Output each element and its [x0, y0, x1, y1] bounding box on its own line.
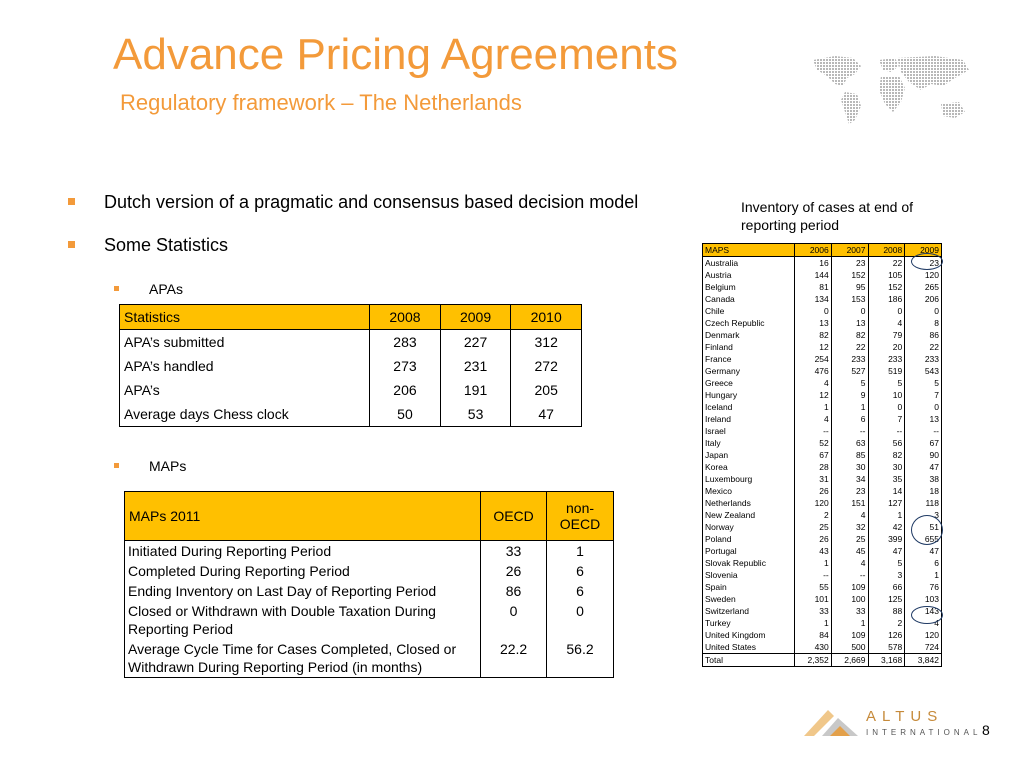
table-row: [125, 601, 614, 639]
table-cell: 28: [795, 461, 832, 473]
table-cell: 578: [868, 641, 905, 654]
table-cell: 5: [831, 377, 868, 389]
table-row: [703, 473, 942, 485]
table-cell: 23: [831, 257, 868, 270]
table-cell: 85: [831, 449, 868, 461]
table-cell: 26: [795, 533, 832, 545]
table-row: [703, 365, 942, 377]
table-cell: 109: [831, 581, 868, 593]
table-cell: Portugal: [703, 545, 795, 557]
column-header: 2009: [440, 305, 511, 330]
table-cell: Czech Republic: [703, 317, 795, 329]
table-cell: 0: [868, 305, 905, 317]
table-cell: Chile: [703, 305, 795, 317]
table-cell: 3: [905, 509, 942, 521]
table-cell: 227: [440, 330, 511, 355]
table-cell: 52: [795, 437, 832, 449]
highlight-circle-spain: [911, 606, 943, 624]
column-header: MAPs 2011: [125, 492, 481, 541]
table-cell: Canada: [703, 293, 795, 305]
table-row: [703, 545, 942, 557]
highlight-circle-australia: [911, 253, 943, 270]
table-row: [703, 317, 942, 329]
column-header: 2009: [905, 244, 942, 257]
table-cell: APA’s handled: [120, 354, 370, 378]
table-row: [703, 497, 942, 509]
table-cell: --: [868, 425, 905, 437]
inventory-caption: Inventory of cases at end of reporting period: [741, 199, 913, 233]
table-cell: 82: [868, 449, 905, 461]
table-cell: --: [795, 569, 832, 581]
table-row: [703, 557, 942, 569]
table-row: [120, 354, 582, 378]
table-cell: United Kingdom: [703, 629, 795, 641]
table-row: [703, 341, 942, 353]
table-cell: 4: [795, 413, 832, 425]
table-cell: 47: [905, 545, 942, 557]
table-cell: 33: [481, 541, 547, 562]
table-cell: 5: [868, 377, 905, 389]
table-cell: 31: [795, 473, 832, 485]
table-cell: France: [703, 353, 795, 365]
table-cell: 2: [868, 617, 905, 629]
table-cell: 10: [868, 389, 905, 401]
table-cell: 2,352: [795, 654, 832, 667]
bullet-text: Dutch version of a pragmatic and consensus based decision model: [104, 192, 639, 212]
table-cell: 67: [795, 449, 832, 461]
table-cell: Slovenia: [703, 569, 795, 581]
table-cell: 105: [868, 269, 905, 281]
logo-subtitle: INTERNATIONAL: [866, 728, 982, 737]
table-row: [125, 541, 614, 562]
table-cell: 2: [795, 509, 832, 521]
table-cell: APA’s: [120, 378, 370, 402]
table-cell: 273: [370, 354, 441, 378]
table-cell: Completed During Reporting Period: [125, 561, 481, 581]
table-cell: 22.2: [481, 639, 547, 678]
table-cell: 26: [795, 485, 832, 497]
table-cell: 6: [547, 581, 614, 601]
table-cell: 47: [905, 461, 942, 473]
table-cell: 152: [831, 269, 868, 281]
table-row: [703, 449, 942, 461]
table-cell: 82: [795, 329, 832, 341]
table-cell: 100: [831, 593, 868, 605]
table-cell: Netherlands: [703, 497, 795, 509]
table-cell: 6: [905, 557, 942, 569]
table-cell: 120: [905, 269, 942, 281]
table-cell: 0: [868, 401, 905, 413]
table-cell: 86: [481, 581, 547, 601]
table-row: [120, 330, 582, 355]
table-cell: 4: [795, 377, 832, 389]
table-cell: 22: [905, 341, 942, 353]
table-row: [703, 257, 942, 270]
table-cell: 399: [868, 533, 905, 545]
table-cell: Slovak Republic: [703, 557, 795, 569]
table-cell: 206: [905, 293, 942, 305]
table-cell: 0: [905, 305, 942, 317]
table-cell: Spain: [703, 581, 795, 593]
table-row: [125, 581, 614, 601]
table-cell: 4: [831, 509, 868, 521]
table-cell: 8: [905, 317, 942, 329]
table-cell: 7: [868, 413, 905, 425]
table-cell: Korea: [703, 461, 795, 473]
sub-bullet-maps: [149, 458, 186, 474]
table-cell: 125: [868, 593, 905, 605]
table-cell: Australia: [703, 257, 795, 270]
table-cell: Poland: [703, 533, 795, 545]
table-row: [703, 485, 942, 497]
table-cell: Turkey: [703, 617, 795, 629]
table-cell: 500: [831, 641, 868, 654]
table-cell: 30: [831, 461, 868, 473]
column-header: 2006: [795, 244, 832, 257]
bullet-square-icon: [68, 241, 75, 248]
table-cell: 79: [868, 329, 905, 341]
table-cell: 3: [868, 569, 905, 581]
table-cell: 43: [795, 545, 832, 557]
table-row: [703, 533, 942, 545]
table-row: [125, 639, 614, 678]
table-header-row: [120, 305, 582, 330]
table-cell: Norway: [703, 521, 795, 533]
slide-title: Advance Pricing Agreements: [113, 30, 678, 79]
table-cell: 109: [831, 629, 868, 641]
table-cell: 152: [868, 281, 905, 293]
table-cell: Germany: [703, 365, 795, 377]
table-cell: Switzerland: [703, 605, 795, 617]
table-row: [703, 461, 942, 473]
table-cell: --: [905, 425, 942, 437]
slide-subtitle: Regulatory framework – The Netherlands: [120, 90, 522, 115]
table-cell: 50: [370, 402, 441, 427]
table-row: [703, 593, 942, 605]
table-row: [703, 569, 942, 581]
altus-logo-mark-icon: [800, 706, 862, 740]
table-cell: 25: [795, 521, 832, 533]
table-cell: 53: [440, 402, 511, 427]
table-row: [703, 377, 942, 389]
table-cell: 153: [831, 293, 868, 305]
table-cell: 4: [905, 617, 942, 629]
table-cell: 51: [905, 521, 942, 533]
apa-statistics-table: [119, 304, 582, 427]
column-header: MAPS: [703, 244, 795, 257]
table-cell: 724: [905, 641, 942, 654]
table-cell: Italy: [703, 437, 795, 449]
table-row: [120, 378, 582, 402]
table-cell: 4: [868, 317, 905, 329]
table-cell: 2,669: [831, 654, 868, 667]
table-cell: 13: [795, 317, 832, 329]
table-cell: 134: [795, 293, 832, 305]
table-cell: Average Cycle Time for Cases Completed, Closed or Withdrawn During Reporting Period (in months): [125, 639, 481, 678]
table-cell: 430: [795, 641, 832, 654]
table-row: [703, 617, 942, 629]
table-cell: 655: [905, 533, 942, 545]
column-header: 2007: [831, 244, 868, 257]
table-cell: 101: [795, 593, 832, 605]
bullet-text: APAs: [149, 281, 183, 297]
table-cell: 3,168: [868, 654, 905, 667]
table-row: [120, 402, 582, 427]
table-cell: 143: [905, 605, 942, 617]
table-cell: 76: [905, 581, 942, 593]
table-cell: Israel: [703, 425, 795, 437]
table-row: [703, 401, 942, 413]
table-cell: 0: [481, 601, 547, 639]
table-cell: 144: [795, 269, 832, 281]
altus-logo: [800, 706, 980, 742]
table-cell: Mexico: [703, 485, 795, 497]
table-row: [703, 629, 942, 641]
table-cell: 5: [868, 557, 905, 569]
table-cell: 126: [868, 629, 905, 641]
table-cell: --: [831, 569, 868, 581]
table-cell: 63: [831, 437, 868, 449]
table-cell: 12: [795, 389, 832, 401]
table-cell: Hungary: [703, 389, 795, 401]
table-cell: 18: [905, 485, 942, 497]
table-cell: 25: [831, 533, 868, 545]
table-cell: 1: [905, 569, 942, 581]
table-cell: Ireland: [703, 413, 795, 425]
total-row: [703, 654, 942, 667]
column-header: Statistics: [120, 305, 370, 330]
table-cell: 16: [795, 257, 832, 270]
table-cell: 22: [831, 341, 868, 353]
table-cell: 231: [440, 354, 511, 378]
table-cell: 527: [831, 365, 868, 377]
table-row: [703, 281, 942, 293]
logo-name: ALTUS: [866, 708, 944, 725]
table-cell: 20: [868, 341, 905, 353]
bullet-statistics: [104, 235, 228, 256]
table-cell: 6: [547, 561, 614, 581]
table-cell: 14: [868, 485, 905, 497]
table-cell: 56.2: [547, 639, 614, 678]
table-cell: 81: [795, 281, 832, 293]
table-header-row: [703, 244, 942, 257]
table-cell: 0: [795, 305, 832, 317]
table-cell: 45: [831, 545, 868, 557]
table-cell: 33: [795, 605, 832, 617]
inventory-table: [702, 243, 942, 667]
table-cell: 1: [547, 541, 614, 562]
table-cell: 543: [905, 365, 942, 377]
table-cell: 206: [370, 378, 441, 402]
table-cell: 67: [905, 437, 942, 449]
table-cell: Denmark: [703, 329, 795, 341]
table-row: [703, 509, 942, 521]
table-cell: 4: [831, 557, 868, 569]
table-cell: 34: [831, 473, 868, 485]
table-cell: 283: [370, 330, 441, 355]
table-header-row: [125, 492, 614, 541]
table-cell: 233: [868, 353, 905, 365]
table-cell: New Zealand: [703, 509, 795, 521]
table-cell: 32: [831, 521, 868, 533]
table-cell: 1: [868, 509, 905, 521]
column-header: 2010: [511, 305, 582, 330]
table-cell: 265: [905, 281, 942, 293]
table-cell: Austria: [703, 269, 795, 281]
table-cell: 13: [831, 317, 868, 329]
table-cell: 22: [868, 257, 905, 270]
table-cell: 254: [795, 353, 832, 365]
table-row: [125, 561, 614, 581]
table-cell: 476: [795, 365, 832, 377]
bullet-square-icon: [114, 463, 119, 468]
table-cell: 56: [868, 437, 905, 449]
table-cell: 12: [795, 341, 832, 353]
table-cell: Luxembourg: [703, 473, 795, 485]
table-cell: 233: [831, 353, 868, 365]
table-row: [703, 521, 942, 533]
table-cell: --: [795, 425, 832, 437]
table-cell: 66: [868, 581, 905, 593]
table-cell: 23: [905, 257, 942, 270]
table-cell: 127: [868, 497, 905, 509]
table-cell: 151: [831, 497, 868, 509]
table-cell: --: [831, 425, 868, 437]
table-cell: 312: [511, 330, 582, 355]
table-cell: 86: [905, 329, 942, 341]
table-cell: 7: [905, 389, 942, 401]
table-cell: 84: [795, 629, 832, 641]
page-number: 8: [982, 722, 990, 738]
table-cell: 35: [868, 473, 905, 485]
bullet-text: Some Statistics: [104, 235, 229, 255]
table-cell: Finland: [703, 341, 795, 353]
column-header: OECD: [481, 492, 547, 541]
table-cell: 26: [481, 561, 547, 581]
table-row: [703, 437, 942, 449]
table-row: [703, 389, 942, 401]
table-cell: 272: [511, 354, 582, 378]
bullet-square-icon: [68, 198, 75, 205]
table-cell: 1: [795, 617, 832, 629]
table-cell: 0: [831, 305, 868, 317]
table-cell: 47: [868, 545, 905, 557]
table-cell: APA’s submitted: [120, 330, 370, 355]
table-cell: 191: [440, 378, 511, 402]
bullet-text: MAPs: [149, 458, 187, 474]
table-cell: 233: [905, 353, 942, 365]
table-cell: 23: [831, 485, 868, 497]
table-cell: 186: [868, 293, 905, 305]
table-cell: Total: [703, 654, 795, 667]
table-cell: 103: [905, 593, 942, 605]
table-cell: 1: [795, 557, 832, 569]
table-cell: 5: [905, 377, 942, 389]
table-cell: Iceland: [703, 401, 795, 413]
table-cell: 42: [868, 521, 905, 533]
world-map-image: [805, 50, 977, 130]
table-cell: 0: [547, 601, 614, 639]
table-row: [703, 413, 942, 425]
column-header: non-OECD: [547, 492, 614, 541]
bullet-square-icon: [114, 286, 119, 291]
highlight-circle-netherlands: [911, 515, 943, 545]
table-cell: 120: [795, 497, 832, 509]
table-cell: 1: [795, 401, 832, 413]
table-cell: 30: [868, 461, 905, 473]
table-cell: Ending Inventory on Last Day of Reporting Period: [125, 581, 481, 601]
table-row: [703, 425, 942, 437]
table-cell: 0: [905, 401, 942, 413]
table-cell: United States: [703, 641, 795, 654]
table-row: [703, 305, 942, 317]
table-cell: Japan: [703, 449, 795, 461]
table-cell: 1: [831, 617, 868, 629]
table-row: [703, 293, 942, 305]
table-cell: 519: [868, 365, 905, 377]
table-cell: 13: [905, 413, 942, 425]
table-cell: 9: [831, 389, 868, 401]
maps-2011-table: [124, 491, 614, 678]
table-row: [703, 641, 942, 654]
table-cell: 82: [831, 329, 868, 341]
table-row: [703, 269, 942, 281]
table-cell: 120: [905, 629, 942, 641]
table-cell: 95: [831, 281, 868, 293]
bullet-decision-model: [104, 192, 638, 213]
table-cell: Greece: [703, 377, 795, 389]
table-cell: 88: [868, 605, 905, 617]
table-cell: 6: [831, 413, 868, 425]
table-row: [703, 605, 942, 617]
table-cell: 1: [831, 401, 868, 413]
table-cell: 55: [795, 581, 832, 593]
column-header: 2008: [868, 244, 905, 257]
table-row: [703, 329, 942, 341]
table-cell: Belgium: [703, 281, 795, 293]
table-row: [703, 353, 942, 365]
table-cell: Closed or Withdrawn with Double Taxation During Reporting Period: [125, 601, 481, 639]
table-cell: 33: [831, 605, 868, 617]
table-cell: 38: [905, 473, 942, 485]
column-header: 2008: [370, 305, 441, 330]
table-cell: 90: [905, 449, 942, 461]
table-cell: Average days Chess clock: [120, 402, 370, 427]
table-cell: Sweden: [703, 593, 795, 605]
table-row: [703, 581, 942, 593]
table-cell: 47: [511, 402, 582, 427]
table-cell: Initiated During Reporting Period: [125, 541, 481, 562]
sub-bullet-apas: [149, 281, 183, 297]
table-cell: 205: [511, 378, 582, 402]
table-cell: 3,842: [905, 654, 942, 667]
table-cell: 118: [905, 497, 942, 509]
